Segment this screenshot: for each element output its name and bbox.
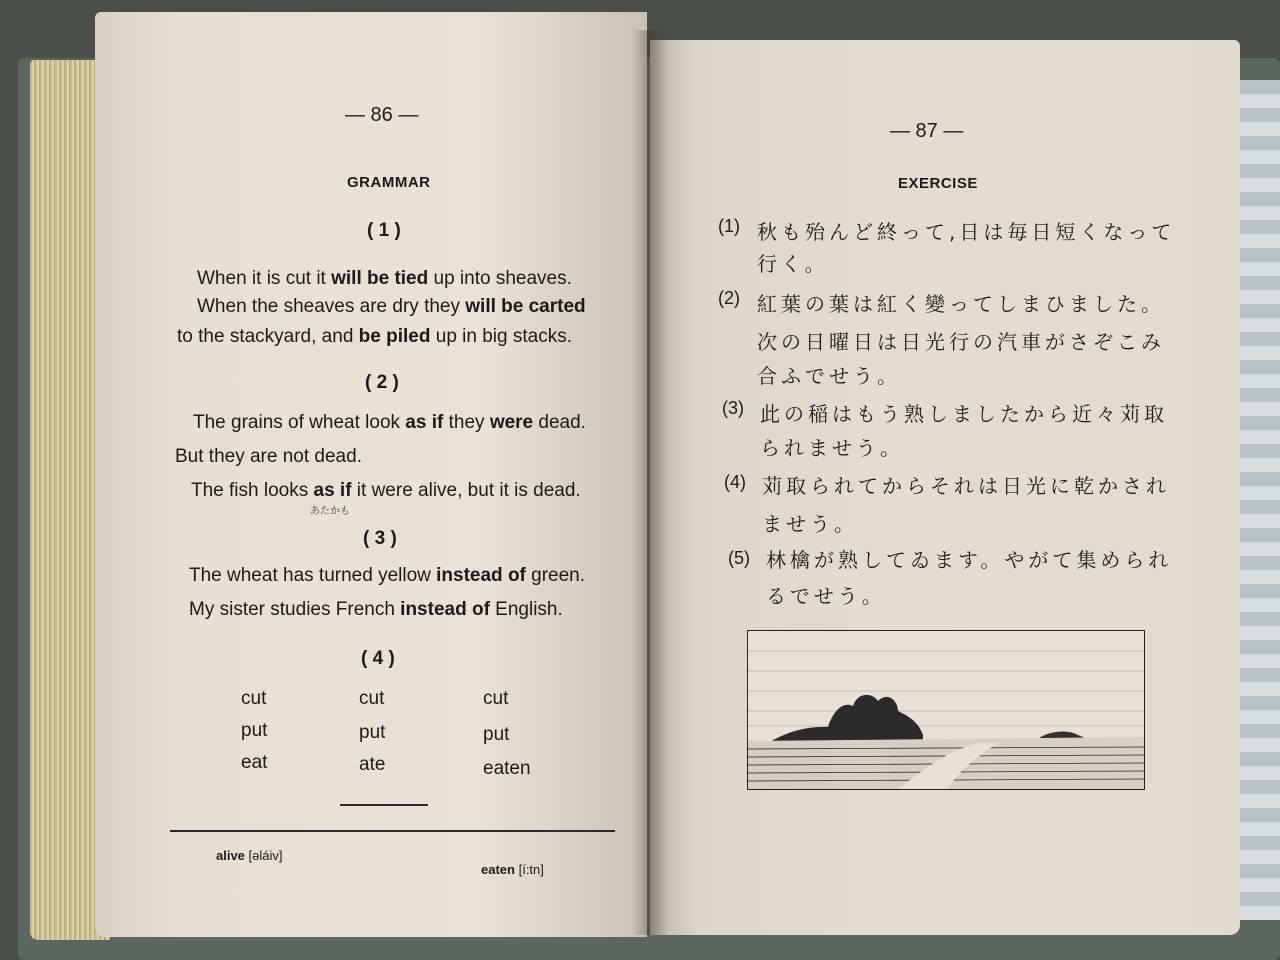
japanese-line: ませう。	[762, 512, 858, 536]
page-number: — 87 —	[890, 120, 964, 142]
japanese-line: 合ふでせう。	[757, 364, 901, 388]
verb-cell: put	[241, 720, 268, 741]
section-label: ( 3 )	[363, 528, 397, 549]
japanese-line: 秋も殆んど終って,日は毎日短くなって	[757, 220, 1176, 244]
verb-cell: cut	[359, 688, 385, 709]
item-number: (1)	[718, 216, 740, 236]
item-number: (2)	[718, 288, 740, 308]
japanese-line: 此の稲はもう熟しましたから近々苅取	[760, 402, 1168, 426]
japanese-line: 次の日曜日は日光行の汽車がさぞこみ	[757, 330, 1165, 354]
item-number: (3)	[722, 398, 744, 418]
footnote: eaten [í:tn]	[481, 862, 544, 877]
section-label: ( 2 )	[365, 372, 399, 393]
japanese-line: 苅取られてからそれは日光に乾かされ	[762, 474, 1170, 498]
verb-cell: eaten	[483, 758, 531, 779]
text-line: The wheat has turned yellow instead of green.	[189, 565, 586, 586]
japanese-line: られませう。	[760, 436, 904, 460]
verb-cell: put	[483, 724, 510, 745]
landscape-illustration	[747, 630, 1145, 790]
verb-cell: put	[359, 722, 386, 743]
book-gutter	[632, 30, 668, 935]
text-line: to the stackyard, and be piled up in big stacks.	[177, 326, 572, 347]
page-number: — 86 —	[345, 104, 419, 126]
japanese-line: るでせう。	[766, 584, 886, 608]
japanese-line: 紅葉の葉は紅く變ってしまひました。	[757, 292, 1165, 316]
short-divider	[340, 804, 428, 806]
text-line: When it is cut it will be tied up into sheaves.	[197, 268, 572, 289]
text-line: My sister studies French instead of English.	[189, 599, 563, 620]
verb-cell: cut	[483, 688, 509, 709]
handwritten-note: あたかも	[310, 506, 350, 517]
item-number: (5)	[728, 548, 750, 568]
verb-cell: cut	[241, 688, 267, 709]
japanese-line: 林檎が熟してゐます。やがて集められ	[766, 548, 1173, 572]
section-heading: GRAMMAR	[347, 174, 431, 191]
text-line: But they are not dead.	[175, 446, 362, 467]
verb-cell: eat	[241, 752, 268, 773]
section-label: ( 4 )	[361, 648, 395, 669]
item-number: (4)	[724, 472, 746, 492]
left-page	[95, 12, 647, 937]
text-line: The fish looks as if it were alive, but it is dead.	[191, 480, 581, 501]
footnote: alive [əláiv]	[216, 848, 283, 863]
text-line: The grains of wheat look as if they were dead.	[193, 412, 586, 433]
section-label: ( 1 )	[367, 220, 401, 241]
right-page	[650, 40, 1240, 935]
section-heading: EXERCISE	[898, 175, 978, 192]
landscape-engraving	[748, 631, 1144, 789]
text-line: When the sheaves are dry they will be carted	[197, 296, 586, 317]
footnote-rule	[170, 830, 615, 832]
japanese-line: 行く。	[757, 252, 829, 276]
verb-cell: ate	[359, 754, 386, 775]
